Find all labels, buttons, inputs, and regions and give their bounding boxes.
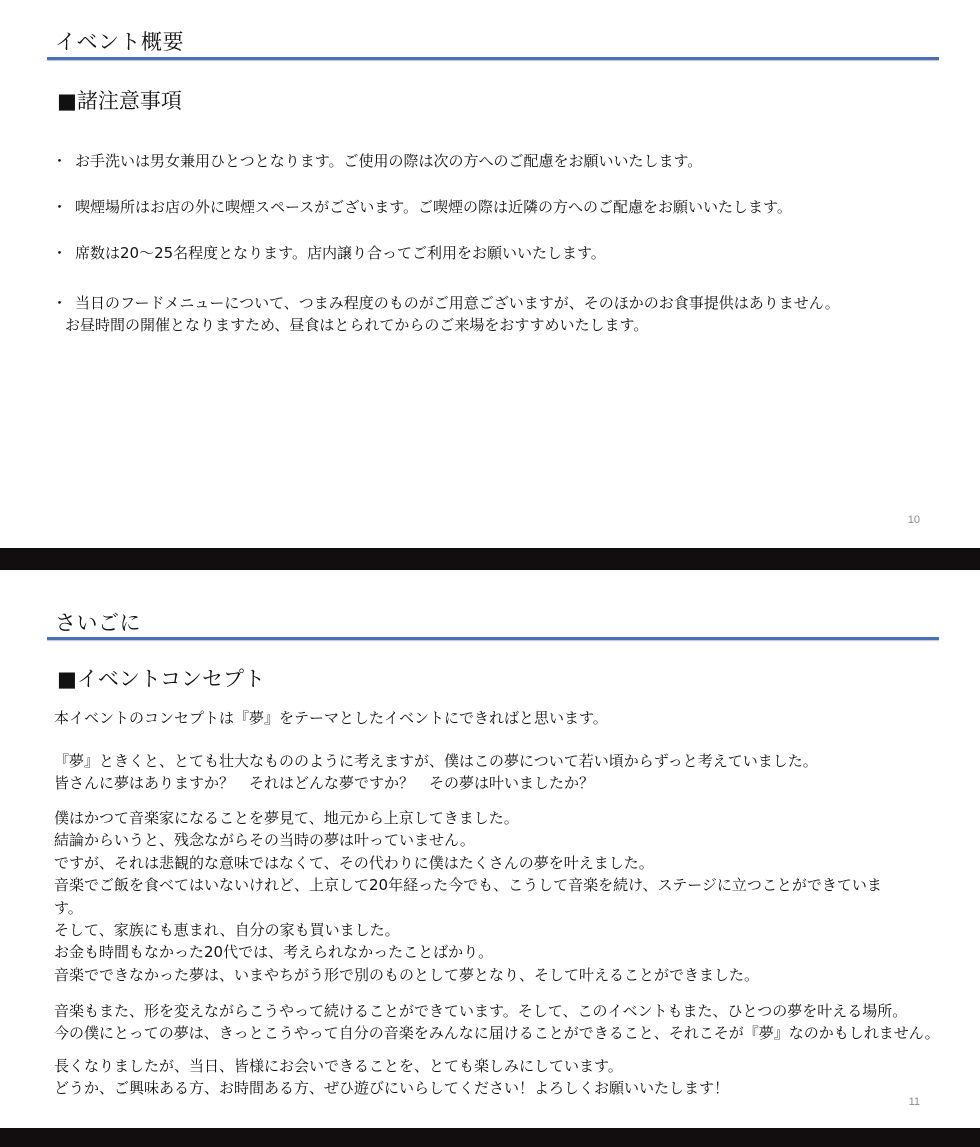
paragraph-line: す。: [54, 898, 83, 917]
slide-closing: [0, 570, 980, 1128]
slide-separator: [0, 1128, 980, 1147]
notice-text: 喫煙場所はお店の外に喫煙スペースがございます。ご喫煙の際は近隣の方へのご配慮をお願いいたします。: [75, 198, 792, 216]
concept-paragraph: [54, 1000, 940, 1045]
paragraph-line: 音楽でご飯を食べてはいないけれど、上京して20年経った今でも、こうして音楽を続け、ステージに立つことができていま: [54, 876, 882, 895]
notice-list: [52, 150, 840, 360]
notice-continuation: お昼時間の開催となりますため、昼食はとられてからのご来場をおすすめいたします。: [65, 316, 649, 334]
notice-text: 当日のフードメニューについて、つまみ程度のものがご用意ございますが、そのほかのお食事提供はありません。: [75, 294, 840, 312]
paragraph-line: 音楽もまた、形を変えながらこうやって続けることができています。そして、このイベントもまた、ひとつの夢を叶える場所。: [54, 1002, 908, 1020]
notice-item: [52, 196, 840, 218]
paragraph-line: 『夢』ときくと、とても壮大なもののように考えますが、僕はこの夢について若い頃からずっと考えていました。: [54, 752, 818, 770]
paragraph-line: お金も時間もなかった20代では、考えられなかったことばかり。: [54, 943, 494, 962]
bullet-icon: ・: [52, 244, 68, 262]
page-number: 11: [908, 1096, 920, 1108]
notice-text: お手洗いは男女兼用ひとつとなります。ご使用の際は次の方へのご配慮をお願いいたします。: [75, 152, 703, 170]
slide-title: さいごに: [55, 611, 141, 635]
notice-text: 席数は20～25名程度となります。店内譲り合ってご利用をお願いいたします。: [75, 244, 606, 262]
paragraph-line: どうか、ご興味ある方、お時間ある方、ぜひ遊びにいらしてください！よろしくお願いいたします！: [54, 1079, 730, 1098]
section-heading: ■諸注意事項: [57, 89, 182, 113]
notice-text-block: [65, 292, 840, 336]
paragraph-line: そして、家族にも恵まれ、自分の家も買いました。: [54, 921, 400, 940]
paragraph-line: 今の僕にとっての夢は、きっとこうやって自分の音楽をみんなに届けることができること、それこそが『夢』なのかもしれません。: [54, 1024, 940, 1043]
paragraph-line: 長くなりましたが、当日、皆様にお会いできることを、とても楽しみにしています。: [54, 1057, 623, 1075]
slide-event-overview: [0, 0, 980, 548]
notice-item: [52, 242, 840, 264]
concept-paragraph: [54, 1055, 729, 1100]
paragraph-line: 結論からいうと、残念ながらその当時の夢は叶っていません。: [54, 831, 475, 850]
concept-paragraph: [54, 707, 608, 729]
slide-title: イベント概要: [55, 30, 184, 54]
bullet-icon: ・: [52, 294, 68, 312]
bullet-icon: ・: [52, 198, 68, 216]
paragraph-line: 音楽でできなかった夢は、いまやちがう形で別のものとして夢となり、そして叶えることができました。: [54, 965, 760, 984]
paragraph-line: 皆さんに夢はありますか？ それはどんな夢ですか？ その夢は叶いましたか？: [54, 774, 595, 793]
paragraph-line: 本イベントのコンセプトは『夢』をテーマとしたイベントにできればと思います。: [54, 709, 608, 727]
concept-paragraph: [54, 750, 818, 795]
section-heading: ■イベントコンセプト: [57, 667, 266, 691]
notice-item: [52, 292, 840, 336]
slide-separator: [0, 548, 980, 570]
paragraph-line: ですが、それは悲観的な意味ではなくて、その代わりに僕はたくさんの夢を叶えました。: [54, 853, 654, 872]
title-underline: [47, 637, 939, 640]
concept-paragraph: [54, 807, 882, 986]
notice-item: [52, 150, 840, 172]
paragraph-line: 僕はかつて音楽家になることを夢見て、地元から上京してきました。: [54, 809, 519, 827]
title-underline: [47, 57, 939, 60]
bullet-icon: ・: [52, 152, 68, 170]
page-number: 10: [907, 514, 920, 526]
